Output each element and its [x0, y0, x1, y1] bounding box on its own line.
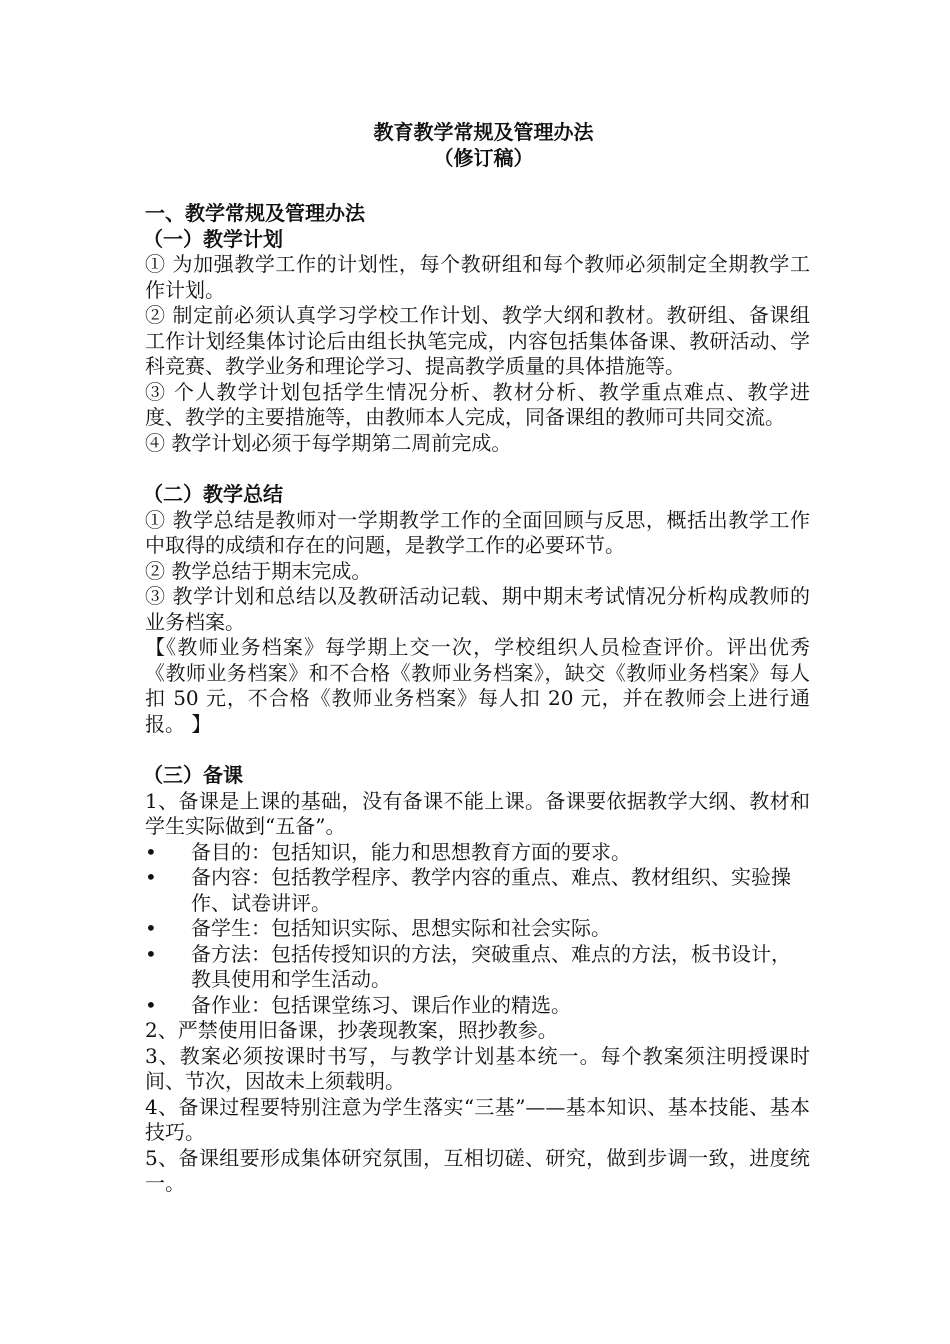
document-title: 教育教学常规及管理办法	[373, 120, 594, 144]
list-item-text: 备目的：包括知识，能力和思想教育方面的要求。	[191, 839, 631, 864]
paragraph: ② 教学总结于期末完成。	[145, 558, 372, 583]
bullet-mark: •	[145, 839, 157, 864]
list-item-text: 备内容：包括教学程序、教学内容的重点、难点、教材组织、实验操作、试卷讲评。	[191, 865, 791, 915]
list-item-text: 备方法：包括传授知识的方法，突破重点、难点的方法，板书设计，教具使用和学生活动。	[191, 941, 791, 991]
paragraph: ① 教学总结是教师对一学期教学工作的全面回顾与反思，概括出教学工作中取得的成绩和存在的问题，是教学工作的必要环节。	[145, 507, 810, 557]
list-item-text: 备学生：包括知识实际、思想实际和社会实际。	[191, 916, 611, 940]
list-item-text: 备作业：包括课堂练习、课后作业的精选。	[191, 992, 571, 1017]
list-item	[145, 993, 810, 1019]
paragraph: 【《教师业务档案》每学期上交一次，学校组织人员检查评价。评出优秀《教师业务档案》和不合格《教师业务档案》，缺交《教师业务档案》每人扣 50 元，不合格《教师业务档案》每人扣 20 元，并在教师会上进行通报。 】	[145, 635, 810, 736]
subsection-heading-summary: （二）教学总结	[143, 482, 283, 506]
paragraph: ③ 个人教学计划包括学生情况分析、教材分析、教学重点难点、教学进度、教学的主要措施等，由教师本人完成，同备课组的教师可共同交流。	[145, 379, 810, 429]
bullet-mark: •	[145, 941, 157, 966]
paragraph: 2、严禁使用旧备课，抄袭现教案，照抄教参。	[145, 1018, 558, 1042]
spacer	[145, 737, 810, 763]
list-item	[145, 840, 810, 866]
paragraph: 3、教案必须按课时书写，与教学计划基本统一。每个教案须注明授课时间、节次，因故未上须载明。	[145, 1043, 810, 1093]
paragraph: 1、备课是上课的基础，没有备课不能上课。备课要依据教学大纲、教材和学生实际做到“五备”。	[145, 788, 810, 838]
spacer	[145, 456, 810, 482]
paragraph: ① 为加强教学工作的计划性，每个教研组和每个教师必须制定全期教学工作计划。	[145, 252, 810, 302]
section-heading-1: 一、教学常规及管理办法	[145, 201, 365, 225]
paragraph: 5、备课组要形成集体研究氛围，互相切磋、研究，做到步调一致，进度统一。	[145, 1145, 810, 1195]
document-subtitle: （修订稿）	[433, 145, 534, 170]
paragraph: 4、备课过程要特别注意为学生落实“三基”——基本知识、基本技能、基本技巧。	[145, 1094, 810, 1144]
subsection-heading-plan: （一）教学计划	[143, 226, 283, 251]
document-page	[145, 120, 810, 1197]
bullet-mark: •	[145, 916, 157, 940]
list-item	[145, 942, 810, 993]
list-item	[145, 865, 810, 916]
bullet-mark: •	[145, 865, 157, 889]
bullet-mark: •	[145, 992, 157, 1017]
paragraph: ④ 教学计划必须于每学期第二周前完成。	[145, 430, 512, 455]
paragraph: ② 制定前必须认真学习学校工作计划、教学大纲和教材。教研组、备课组工作计划经集体讨论后由组长执笔完成，内容包括集体备课、教研活动、学科竞赛、教学业务和理论学习、提高教学质量的具体措施等。	[145, 303, 810, 378]
list-item	[145, 916, 810, 942]
paragraph: ③ 教学计划和总结以及教研活动记载、期中期末考试情况分析构成教师的业务档案。	[145, 584, 810, 634]
subsection-heading-lesson-prep: （三）备课	[143, 763, 243, 787]
